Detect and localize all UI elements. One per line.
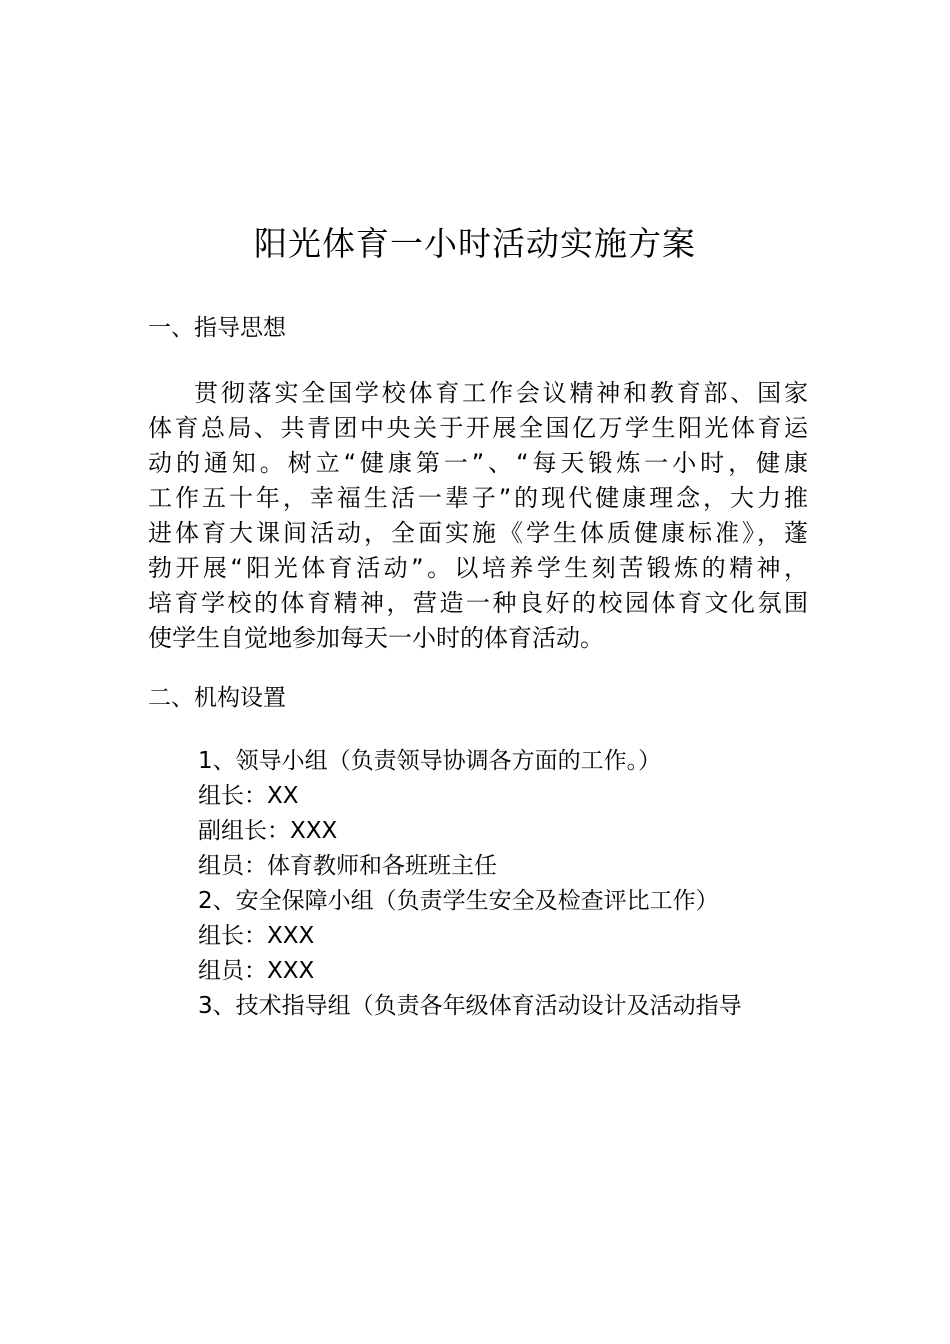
paragraph-line: 贯彻落实全国学校体育工作会议精神和教育部、国家 [194,379,808,407]
list-item: 组员：XXX [198,958,315,984]
list-item: 2、安全保障小组（负责学生安全及检查评比工作） [198,888,719,914]
list-item: 3、技术指导组（负责各年级体育活动设计及活动指导 [198,993,742,1019]
paragraph-line: 勃开展“阳光体育活动”。以培养学生刻苦锻炼的精神， [148,554,808,582]
list-item: 组员：体育教师和各班班主任 [198,853,497,879]
paragraph-line: 培育学校的体育精神，营造一种良好的校园体育文化氛围 [148,589,808,617]
list-item: 副组长：XXX [198,818,338,844]
paragraph-line: 使学生自觉地参加每天一小时的体育活动。 [148,624,604,652]
list-item: 组长：XXX [198,923,315,949]
organization-list [198,744,818,1024]
section-heading-organization: 二、机构设置 [148,685,286,711]
guiding-ideology-paragraph [148,376,808,656]
paragraph-line: 工作五十年，幸福生活一辈子”的现代健康理念，大力推 [148,484,808,512]
section-heading-guiding-ideology: 一、指导思想 [148,315,286,341]
list-item: 1、领导小组（负责领导协调各方面的工作。） [198,748,662,774]
paragraph-line: 体育总局、共青团中央关于开展全国亿万学生阳光体育运 [148,414,808,442]
document-title: 阳光体育一小时活动实施方案 [254,224,696,263]
list-item: 组长：XX [198,783,299,809]
paragraph-line: 动的通知。树立“健康第一”、“每天锻炼一小时，健康 [148,449,808,477]
paragraph-line: 进体育大课间活动，全面实施《学生体质健康标准》，蓬 [148,519,808,547]
